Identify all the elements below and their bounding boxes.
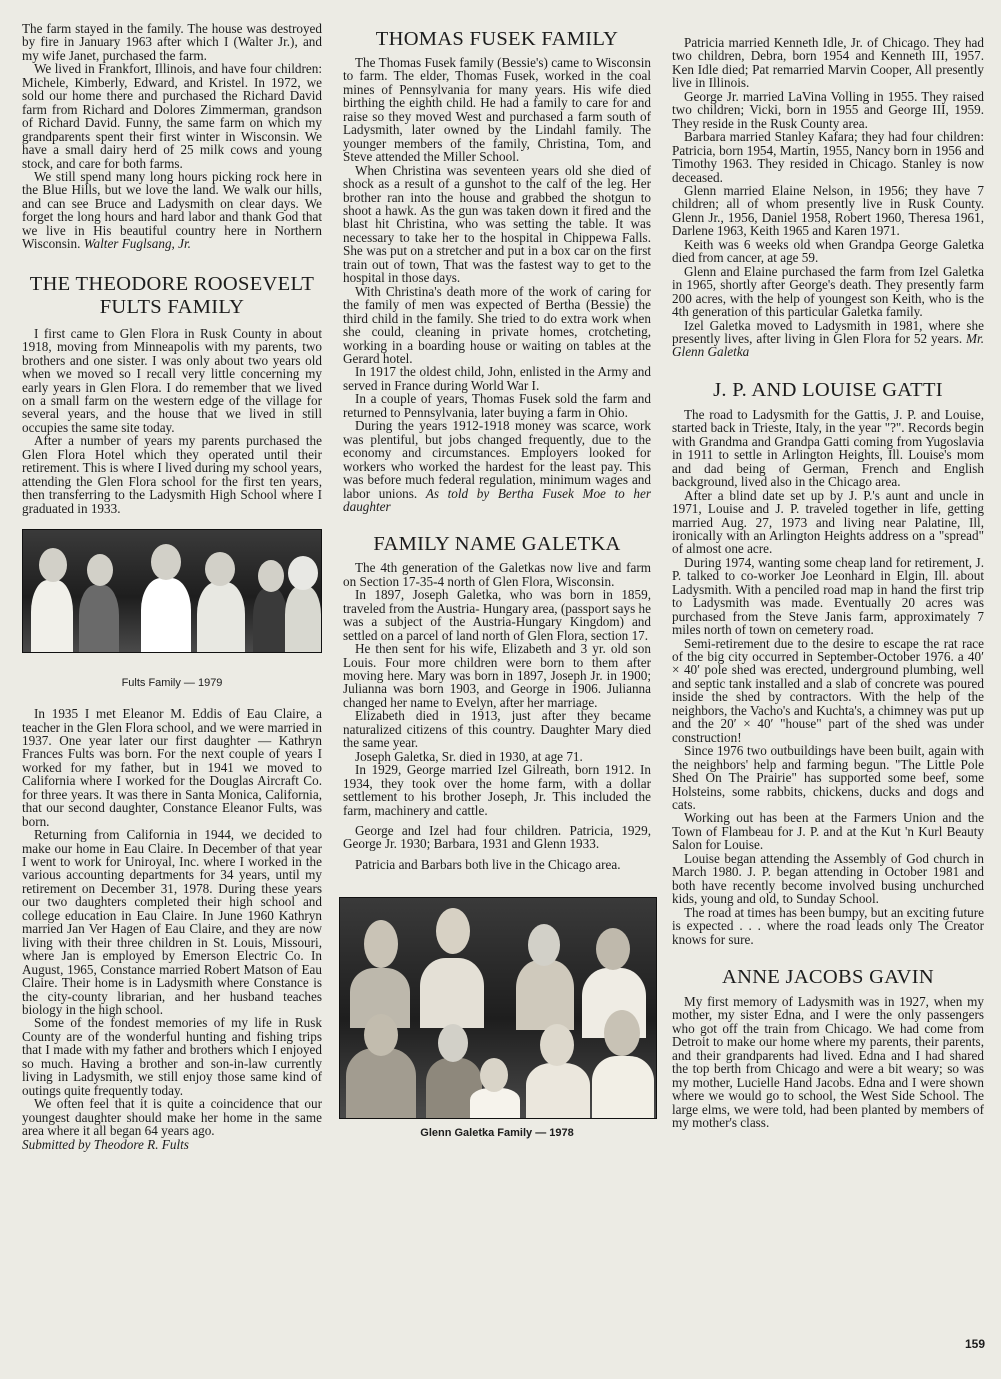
photo-caption: Glenn Galetka Family — 1978 [420,1127,574,1140]
article-title: J. P. AND LOUISE GATTI [713,378,943,401]
paragraph-text: We still spend many long hours picking rock here in the Blue Hills, but we love the land. We walk our hills, and can see Bruce and Ladysmith on clear days. We forget the long hours and hard labor and thank God that we live in His beautiful country here in Northern Wisconsin. [22,168,322,252]
signature: Walter Fuglsang, Jr. [83,236,191,252]
paragraph: Since 1976 two outbuildings have been built, again with the neighbors' help and farming begun. "The Little Pole Shed On The Prairie" has supported some beef, some Holsteins, some rabbits, chickens, ducks and dogs and cats. [672,743,984,813]
paragraph: Semi-retirement due to the desire to escape the rat race of the big city occurred in September-October 1976. a 40′ × 40′ pole shed was erected, underground plumbing, well and septic tank installed and a slab of concrete was poured inside the shed by contractors. With the help of the neighbors, the Vacho's and Kuchta's, a chimney was put up and the 20′ × 40′ "house" part of the shed was under construction! [672,635,984,745]
galetka-family-photo [339,897,657,1119]
paragraph: Elizabeth died in 1913, just after they became naturalized citizens of this country. Daughter Mary died the same year. [343,708,651,751]
article-title: THE THEODORE ROOSEVELT FULTS FAMILY [29,272,315,318]
fusek-article [343,56,651,513]
paragraph: Joseph Galetka, Sr. died in 1930, at age 71. [355,748,583,764]
paragraph: After a number of years my parents purchased the Glen Flora Hotel which they operated until their retirement. This is where I lived during my school years, attending the Glen Flora school for the first ten years, then transferring to the Ladysmith High School where I graduated in 1933. [22,433,322,516]
page-number: 159 [964,1337,985,1351]
paragraph: When Christina was seventeen years old she died of shock as a result of a gunshot to the calf of the leg. Her brother ran into the house and grabbed the shotgun to shoot a hawk. As the gun was taken down it fired and the blast hit Christina, who was setting the table. It was necessary to take her to the hospital in Chippewa Falls. She was put on a stretcher and put in a box car on the first train out of town, That was the fastest way to get to the hospital in those days. [343,162,651,286]
article-title: THOMAS FUSEK FAMILY [375,28,619,50]
galetka-article-continued [672,36,984,359]
galetka-article [343,561,651,871]
paragraph [343,419,651,513]
paragraph: Louise began attending the Assembly of God church in March 1980. J. P. began attending in October 1981 and both have recently become involved busing unchurched kids, young and old, to Sunday School. [672,850,984,907]
gavin-article [672,995,984,1130]
paragraph: In a couple of years, Thomas Fusek sold the farm and returned to Pennsylvania, later buying a farm in Ohio. [343,391,651,420]
paragraph [672,319,984,359]
paragraph: My first memory of Ladysmith was in 1927, when my mother, my sister Edna, and I were the only passengers who got off the train from Chicago. We had come from Detroit to make our home where my parents, their parents, and their grandparents had lived. Edna and I had shared the top berth from Chicago and were a bit weary; so was my mother, Lucielle Hand Jacobs. Edna and I were shown where we would go to school, the West Side School. The large elms, we were told, had been planted by members of my mother's class. [672,994,984,1131]
fults-article-continued [22,707,322,1151]
fuglsang-article [22,22,322,251]
paragraph: Barbara married Stanley Kafara; they had four children: Patricia, born 1954, Martin, 1955, Nancy born in 1956 and Timothy 1963. They resided in Chicago. Stanley is now deceased. [672,129,984,185]
paragraph: The road to Ladysmith for the Gattis, J. P. and Louise, started back in Trieste, Italy, in the year "?". Records begin with Grandma and Grandpa Gatti coming from Yugoslavia in 1911 to settle in Arlington Heights, Ill. Louise's mom and dad being of German, French and English background, lived also in the Chicago area. [672,406,984,490]
paragraph: During 1974, wanting some cheap land for retirement, J. P. talked to co-worker Joe Leonhard in Elgin, Ill. about Ladysmith. With a penciled road map in hand the first trip to Ladysmith was made. Eventually 20 acres was purchased from the Steve Janis farm, approximately 7 miles north of town on cemetery road. [672,554,984,638]
paragraph: We often feel that it is quite a coincidence that our youngest daughter should make her home in the same area where it all began 64 years ago. [22,1096,322,1139]
column-right [672,22,984,1130]
signature: Mr. Glenn Galetka [672,330,984,360]
signature: As told by Bertha Fusek Moe to her daughter [343,485,651,514]
paragraph: Patricia and Barbars both live in the Chicago area. [355,856,621,872]
paragraph: In 1897, Joseph Galetka, who was born in 1859, traveled from the Austria- Hungary area, (passport says he was a subject of the Austria-Hungary Kingdom) and settled on a parcel of land north of Glen Flora, section 17. [343,587,651,643]
paragraph: Working out has been at the Farmers Union and the Town of Flambeau for J. P. and at the Kut 'n Kurl Beauty Salon for Louise. [672,810,984,853]
paragraph: I first came to Glen Flora in Rusk County in about 1918, moving from Minneapolis with my parents, two brothers and one sister. I was only about two years old when we moved so I recall very little concerning my early years in Glen Flora. I do remember that we lived on a small farm on the western edge of the village for several years, and the house that we lived in still occupies the same site today. [22,325,322,435]
paragraph: Glenn married Elaine Nelson, in 1956; they have 7 children; all of whom presently live in Rusk County. Glenn Jr., 1956, Daniel 1958, Robert 1960, Theresa 1961, Darlene 1963, Keith 1965 and Karen 1971. [672,182,984,239]
article-title: FAMILY NAME GALETKA [373,533,621,556]
fults-article [22,327,322,515]
paragraph-text: During the years 1912-1918 money was scarce, work was plentiful, but jobs changed frequently, due to the economy and circumstances. Employers looked for workers who worked the hardest for the least pay. This was before much federal regulation, minimum wages and labor unions. [343,418,651,501]
fults-photo-figure [22,529,322,689]
paragraph: Some of the fondest memories of my life in Rusk County are of the wonderful hunting and fishing trips that I made with my father and brothers which I enjoyed so much. Having a brother and son-in-law currently living in Ladysmith, we still enjoy those same kind of outings quite frequently today. [22,1015,322,1098]
column-left [22,22,322,1151]
photo-caption: Fults Family — 1979 [121,677,223,690]
paragraph: George Jr. married LaVina Volling in 1955. They raised two children; Vicki, born in 1955 and George III, 1959. They reside in the Rusk County area. [672,88,984,131]
column-middle [343,22,651,1139]
paragraph: With Christina's death more of the work of caring for the family of men was expected of Bertha (Bessie) the third child in the family. She tried to do extra work when she could, cleaning in private homes, crotcheting, working in a boarding house or waiting on tables at the Gerard hotel. [343,283,651,366]
gatti-article [672,408,984,946]
paragraph: We lived in Frankfort, Illinois, and have four children: Michele, Kimberly, Edward, and Kristel. In 1972, we sold our home there and purchased the Richard David farm from Richard and Dolores Zimmerman, grandson of Richard David. Funny, the same farm on which my grandparents spent their first winter in Wisconsin. We have a small dairy herd of 25 milk cows and young stock, and care for both farms. [22,61,322,171]
signature: Submitted by Theodore R. Fults [22,1136,189,1152]
paragraph: After a blind date set up by J. P.'s aunt and uncle in 1971, Louise and J. P. traveled together in life, getting married Aug. 27, 1973 and living near Palatine, Ill, ironically with an Arlington Heights address on a "spread" of almost one acre. [672,487,984,557]
paragraph: The road at times has been bumpy, but an exciting future is expected . . . where the road leads only The Creator knows for sure. [672,904,984,947]
paragraph [22,170,322,251]
paragraph: Glenn and Elaine purchased the farm from Izel Galetka in 1965, shortly after George's death. They presently farm 200 acres, with the help of youngest son Keith, who is the 4th generation of this particular Galetka family. [672,263,984,320]
paragraph: The farm stayed in the family. The house was destroyed by fire in January 1963 after which I (Walter Jr.), and my wife Janet, purchased the farm. [22,21,322,63]
article-title: ANNE JACOBS GAVIN [721,966,935,988]
paragraph: In 1929, George married Izel Gilreath, born 1912. In 1934, they took over the home farm, with a dollar settlement to his brother Joseph, Jr. This included the farm, machinery and cattle. [343,762,651,818]
paragraph: He then sent for his wife, Elizabeth and 3 yr. old son Louis. Four more children were born to them after moving here. Mary was born in 1897, Joseph Jr. in 1900; Julianna was born 1903, and George in 1906. Julianna changed her name to Evelyn, after her marriage. [343,641,651,710]
paragraph: Returning from California in 1944, we decided to make our home in Eau Claire. In December of that year I went to work for Uniroyal, Inc. where I worked in the various accounting departments for 34 years, until my retirement on December 31, 1978. During these years our two daughters completed their high school and college education in Eau Claire. In June 1960 Kathryn married Jan Ver Hagen of Eau Claire, and they are now living with their three children in St. Louis, Missouri, where Jan is employed by Emerson Electric Co. In August, 1965, Constance married Robert Matson of Eau Claire. Their home is in Ladysmith where Constance is the city-county librarian, and her husband teaches biology in the high school. [22,827,322,1018]
paragraph: Patricia married Kenneth Idle, Jr. of Chicago. They had two children, Debra, born 1954 and Kenneth III, 1957. Ken Idle died; Pat remarried Marvin Cooper, All presently live in Illinois. [672,35,984,91]
paragraph: The 4th generation of the Galetkas now live and farm on Section 17-35-4 north of Glen Flora, Wisconsin. [343,560,651,589]
paragraph: In 1917 the oldest child, John, enlisted in the Army and served in France during World War I. [343,364,651,393]
paragraph: The Thomas Fusek family (Bessie's) came to Wisconsin to farm. The elder, Thomas Fusek, worked in the coal mines of Pennsylvania for many years. His wife died birthing the eighth child. He had a family to care for and raise so they moved West and purchased a farm south of Ladysmith, later owned by the Lindahl family. The younger members of the family, Christina, Tom, and Steve attended the Miller School. [343,55,651,165]
paragraph: In 1935 I met Eleanor M. Eddis of Eau Claire, a teacher in the Glen Flora school, and we were married in 1937. One year later our first daughter — Kathryn Frances Fults was born. For the next couple of years I worked for my father, but in 1941 we moved to California where I worked for the Douglas Aircraft Co. for three years. It was there in Santa Monica, California, that our second daughter, Constance Eleanor Fults, was born. [22,706,322,829]
paragraph: George and Izel had four children. Patricia, 1929, George Jr. 1930; Barbara, 1931 and Glenn 1933. [343,823,651,852]
fults-family-photo [22,529,322,653]
paragraph-text: Izel Galetka moved to Ladysmith in 1981, where she presently lives, after living in Glen Flora for 52 years. [672,317,984,346]
galetka-photo-figure [343,897,651,1139]
paragraph: Keith was 6 weeks old when Grandpa George Galetka died from cancer, at age 59. [672,236,984,266]
